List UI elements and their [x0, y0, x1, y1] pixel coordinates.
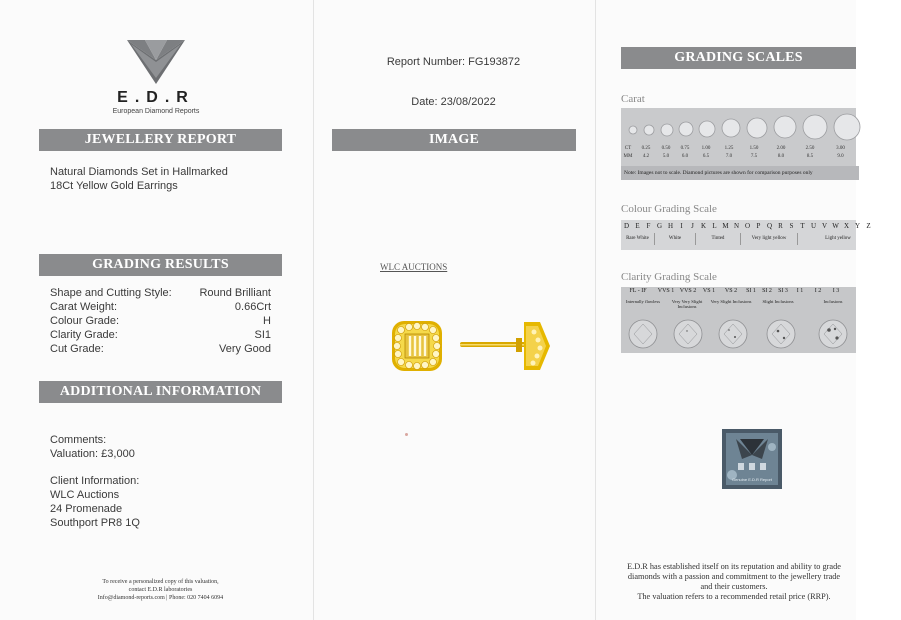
colour-letter: Z	[866, 222, 871, 230]
colour-band-label: Very light yellow	[741, 233, 798, 245]
colour-letter: Y	[854, 222, 861, 230]
colour-letter: W	[832, 222, 839, 230]
footer-line: To receive a personalized copy of this valuation,	[102, 579, 219, 585]
clarity-band-label: Inclusions	[823, 299, 843, 304]
carat-mm-cell: 6.5	[702, 154, 710, 159]
colour-letter: O	[744, 222, 751, 230]
carat-ct-row	[621, 146, 856, 154]
carat-mm-cell: 9.0	[837, 154, 844, 159]
colour-letter: Q	[766, 222, 773, 230]
carat-ct-cell: 0.50	[661, 146, 671, 151]
carat-mm-cell: 8.0	[777, 154, 785, 159]
item-description-line2: 18Ct Yellow Gold Earrings	[50, 180, 178, 192]
clarity-grade: FL - IF	[629, 288, 647, 294]
clarity-grade: I 3	[832, 288, 840, 294]
colour-letter: X	[843, 222, 850, 230]
closing-line: The valuation refers to a recommended retail price (RRP).	[637, 592, 831, 601]
clarity-band-label: Very Very Slight Inclusions	[671, 299, 703, 309]
colour-scale-title: Colour Grading Scale	[621, 203, 717, 215]
grading-label: Colour Grade:	[50, 315, 120, 327]
footer-line: contact E.D.R laboratories	[128, 587, 193, 593]
grading-value: Very Good	[219, 343, 271, 355]
colour-scale-panel	[621, 220, 871, 250]
colour-bands-row	[621, 233, 881, 245]
clarity-scale-panel	[621, 287, 856, 353]
page-fold-left	[313, 0, 314, 620]
clarity-band-label: Very Slight Inclusions	[710, 299, 752, 304]
colour-letter: R	[778, 222, 783, 230]
carat-mm-cell: 7.0	[725, 154, 733, 159]
closing-line: and their customers.	[700, 582, 768, 591]
colour-letter: N	[733, 222, 740, 230]
grading-scales-bar: GRADING SCALES	[621, 47, 856, 69]
clarity-grade: SI 2	[762, 288, 772, 294]
valuation-text: Valuation: £3,000	[50, 448, 135, 460]
earring-side-icon	[458, 318, 554, 374]
carat-note: Note: Images not to scale. Diamond pictures are shown for comparison purposes only	[621, 166, 859, 180]
earring-front-icon	[389, 318, 445, 374]
clarity-grade: SI 1	[746, 288, 756, 294]
clarity-grade: VVS 2	[679, 288, 697, 294]
client-line: Southport PR8 1Q	[50, 517, 140, 529]
carat-ct-cell: CT	[624, 146, 632, 151]
carat-mm-cell: 5.0	[662, 154, 670, 159]
carat-mm-row	[621, 154, 856, 162]
colour-letter: D	[623, 222, 630, 230]
image-title-bar: IMAGE	[332, 129, 576, 151]
colour-letter: G	[656, 222, 663, 230]
clarity-band-label: Internally flawless	[625, 299, 661, 304]
colour-letter: I	[680, 222, 683, 230]
watermark-text: WLC AUCTIONS	[380, 262, 448, 272]
additional-information-bar: ADDITIONAL INFORMATION	[39, 381, 282, 403]
colour-letter: S	[789, 222, 794, 230]
carat-ct-cell: 0.75	[680, 146, 690, 151]
colour-band-label: Light yellow	[825, 236, 851, 241]
carat-ct-cell: 1.00	[701, 146, 711, 151]
grading-value: 0.66Crt	[234, 301, 271, 313]
colour-letter: L	[712, 222, 717, 230]
grading-label: Clarity Grade:	[50, 329, 118, 341]
colour-letter: E	[635, 222, 640, 230]
clarity-grade: VVS 1	[657, 288, 675, 294]
client-line: WLC Auctions	[50, 489, 120, 501]
carat-mm-cell: 6.0	[681, 154, 689, 159]
closing-line: E.D.R has established itself on its reputation and ability to grade	[627, 562, 841, 571]
colour-letter: T	[800, 222, 805, 230]
grading-value: Round Brilliant	[199, 287, 271, 299]
clarity-grades-row	[621, 288, 901, 298]
carat-mm-cell: MM	[623, 154, 633, 159]
carat-ct-cell: 1.25	[724, 146, 734, 151]
carat-ct-cell: 2.00	[776, 146, 786, 151]
colour-letters-row	[621, 222, 881, 230]
colour-letter: U	[810, 222, 817, 230]
grading-results-bar: GRADING RESULTS	[39, 254, 282, 276]
colour-letter: M	[722, 222, 729, 230]
clarity-grade: I 1	[796, 288, 804, 294]
carat-ct-cell: 2.50	[805, 146, 815, 151]
carat-mm-cell: 4.2	[642, 154, 650, 159]
clarity-band-label: Slight Inclusions	[762, 299, 794, 304]
client-line: 24 Promenade	[50, 503, 123, 515]
comments-label: Comments:	[50, 434, 107, 446]
edr-logo-icon	[125, 38, 187, 86]
carat-diamonds-icon	[621, 108, 856, 144]
grading-label: Carat Weight:	[50, 301, 118, 313]
brand-tagline: European Diamond Reports	[112, 108, 200, 115]
brand-name: E.D.R	[117, 89, 195, 106]
colour-letter: V	[821, 222, 828, 230]
clarity-grade: I 2	[814, 288, 822, 294]
page-fold-right	[595, 0, 596, 620]
carat-scale-title: Carat	[621, 93, 645, 105]
report-date: Date: 23/08/2022	[411, 96, 496, 108]
dust-speck	[405, 433, 408, 436]
report-title-bar: JEWELLERY REPORT	[39, 129, 282, 151]
item-description-line1: Natural Diamonds Set in Hallmarked	[50, 166, 228, 178]
clarity-grade: SI 3	[778, 288, 788, 294]
carat-scale-panel	[621, 108, 856, 180]
clarity-scale-title: Clarity Grading Scale	[621, 271, 717, 283]
colour-letter: H	[667, 222, 674, 230]
clarity-bands-row	[621, 299, 901, 315]
carat-mm-cell: 7.5	[750, 154, 758, 159]
carat-ct-cell: 0.25	[641, 146, 651, 151]
grading-label: Shape and Cutting Style:	[50, 287, 172, 299]
colour-letter: P	[756, 222, 761, 230]
clarity-diamonds-icon	[621, 317, 856, 351]
grading-label: Cut Grade:	[50, 343, 104, 355]
clarity-grade: VS 2	[724, 288, 738, 294]
colour-letter: J	[691, 222, 694, 230]
carat-mm-cell: 8.5	[806, 154, 814, 159]
colour-band-label: Tinted	[696, 233, 741, 245]
hologram-text: Genuine E.D.R Report	[731, 477, 773, 482]
clarity-grade: VS 1	[702, 288, 716, 294]
colour-letter: F	[646, 222, 651, 230]
colour-band-label: White	[655, 233, 696, 245]
colour-band-label: Rare White	[621, 233, 655, 245]
carat-ct-cell: 3.00	[836, 146, 845, 151]
colour-letter: K	[700, 222, 707, 230]
client-info-label: Client Information:	[50, 475, 140, 487]
report-number: Report Number: FG193872	[386, 56, 521, 68]
hologram-seal	[722, 429, 782, 489]
closing-line: diamonds with a passion and commitment to the jewellery trade	[627, 572, 841, 581]
grading-value: SI1	[254, 329, 271, 341]
carat-ct-cell: 1.50	[749, 146, 759, 151]
footer-line: Info@diamond-reports.com | Phone: 020 7404 6094	[97, 595, 224, 601]
grading-value: H	[263, 315, 271, 327]
